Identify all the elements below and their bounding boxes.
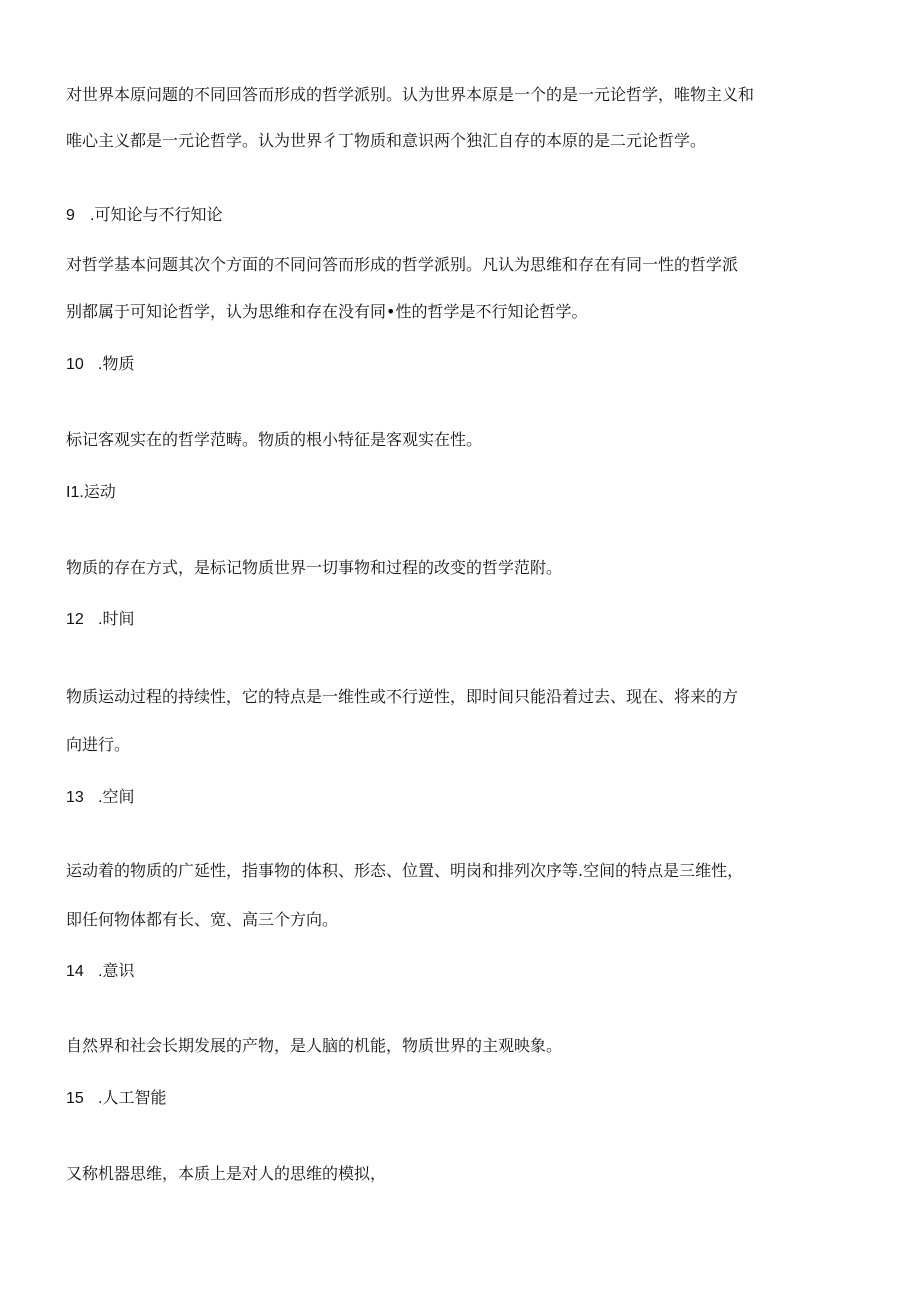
section-heading — [66, 483, 116, 503]
section-number: 10 — [66, 356, 84, 373]
section-number: 12 — [66, 611, 84, 628]
section-number: 9 — [66, 207, 75, 224]
section-number: 13 — [66, 789, 84, 806]
section-number: 15 — [66, 1090, 84, 1107]
paragraph-line: 物质运动过程的持续性，它的特点是一维性或不行逆性，即时间只能沿着过去、现在、将来的方 — [66, 687, 739, 706]
section-heading — [66, 788, 134, 808]
paragraph-line: 标记客观实在的哲学范畴。物质的根小特征是客观实在性。 — [66, 430, 483, 449]
section-heading — [66, 610, 134, 630]
section-title: .物质 — [98, 356, 135, 373]
section-title: .意识 — [98, 963, 135, 980]
section-heading — [66, 1089, 166, 1109]
section-title: .时间 — [98, 611, 135, 628]
section-heading — [66, 206, 222, 226]
paragraph-line: 别都属于可知论哲学，认为思维和存在没有同•性的哲学是不行知论哲学。 — [66, 302, 588, 321]
section-title: .空间 — [98, 789, 135, 806]
paragraph-line: 即任何物体都有长、宽、高三个方向。 — [66, 910, 339, 929]
paragraph-line: 又称机器思维，本质上是对人的思维的模拟， — [66, 1164, 387, 1183]
paragraph-line: 运动着的物质的广延性，指事物的体积、形态、位置、明岗和排列次序等.空间的特点是三维性， — [66, 861, 744, 880]
section-title: I1.运动 — [66, 484, 116, 501]
paragraph-line: 对哲学基本问题其次个方面的不同问答而形成的哲学派别。凡认为思维和存在有同一性的哲学派 — [66, 255, 739, 274]
paragraph-line: 唯心主义都是一元论哲学。认为世界彳丁物质和意识两个独汇自存的本原的是二元论哲学。 — [66, 131, 707, 150]
section-title: .可知论与不行知论 — [90, 207, 223, 224]
section-title: .人工智能 — [98, 1090, 167, 1107]
paragraph-line: 物质的存在方式，是标记物质世界一切事物和过程的改变的哲学范附。 — [66, 558, 563, 577]
section-number: 14 — [66, 963, 84, 980]
section-heading — [66, 355, 134, 375]
section-heading — [66, 962, 134, 982]
paragraph-line: 向进行。 — [66, 735, 131, 754]
paragraph-line: 对世界本原问题的不同回答而形成的哲学派别。认为世界本原是一个的是一元论哲学，唯物主义和 — [66, 85, 755, 104]
paragraph-line: 自然界和社会长期发展的产物，是人脑的机能，物质世界的主观映象。 — [66, 1036, 563, 1055]
